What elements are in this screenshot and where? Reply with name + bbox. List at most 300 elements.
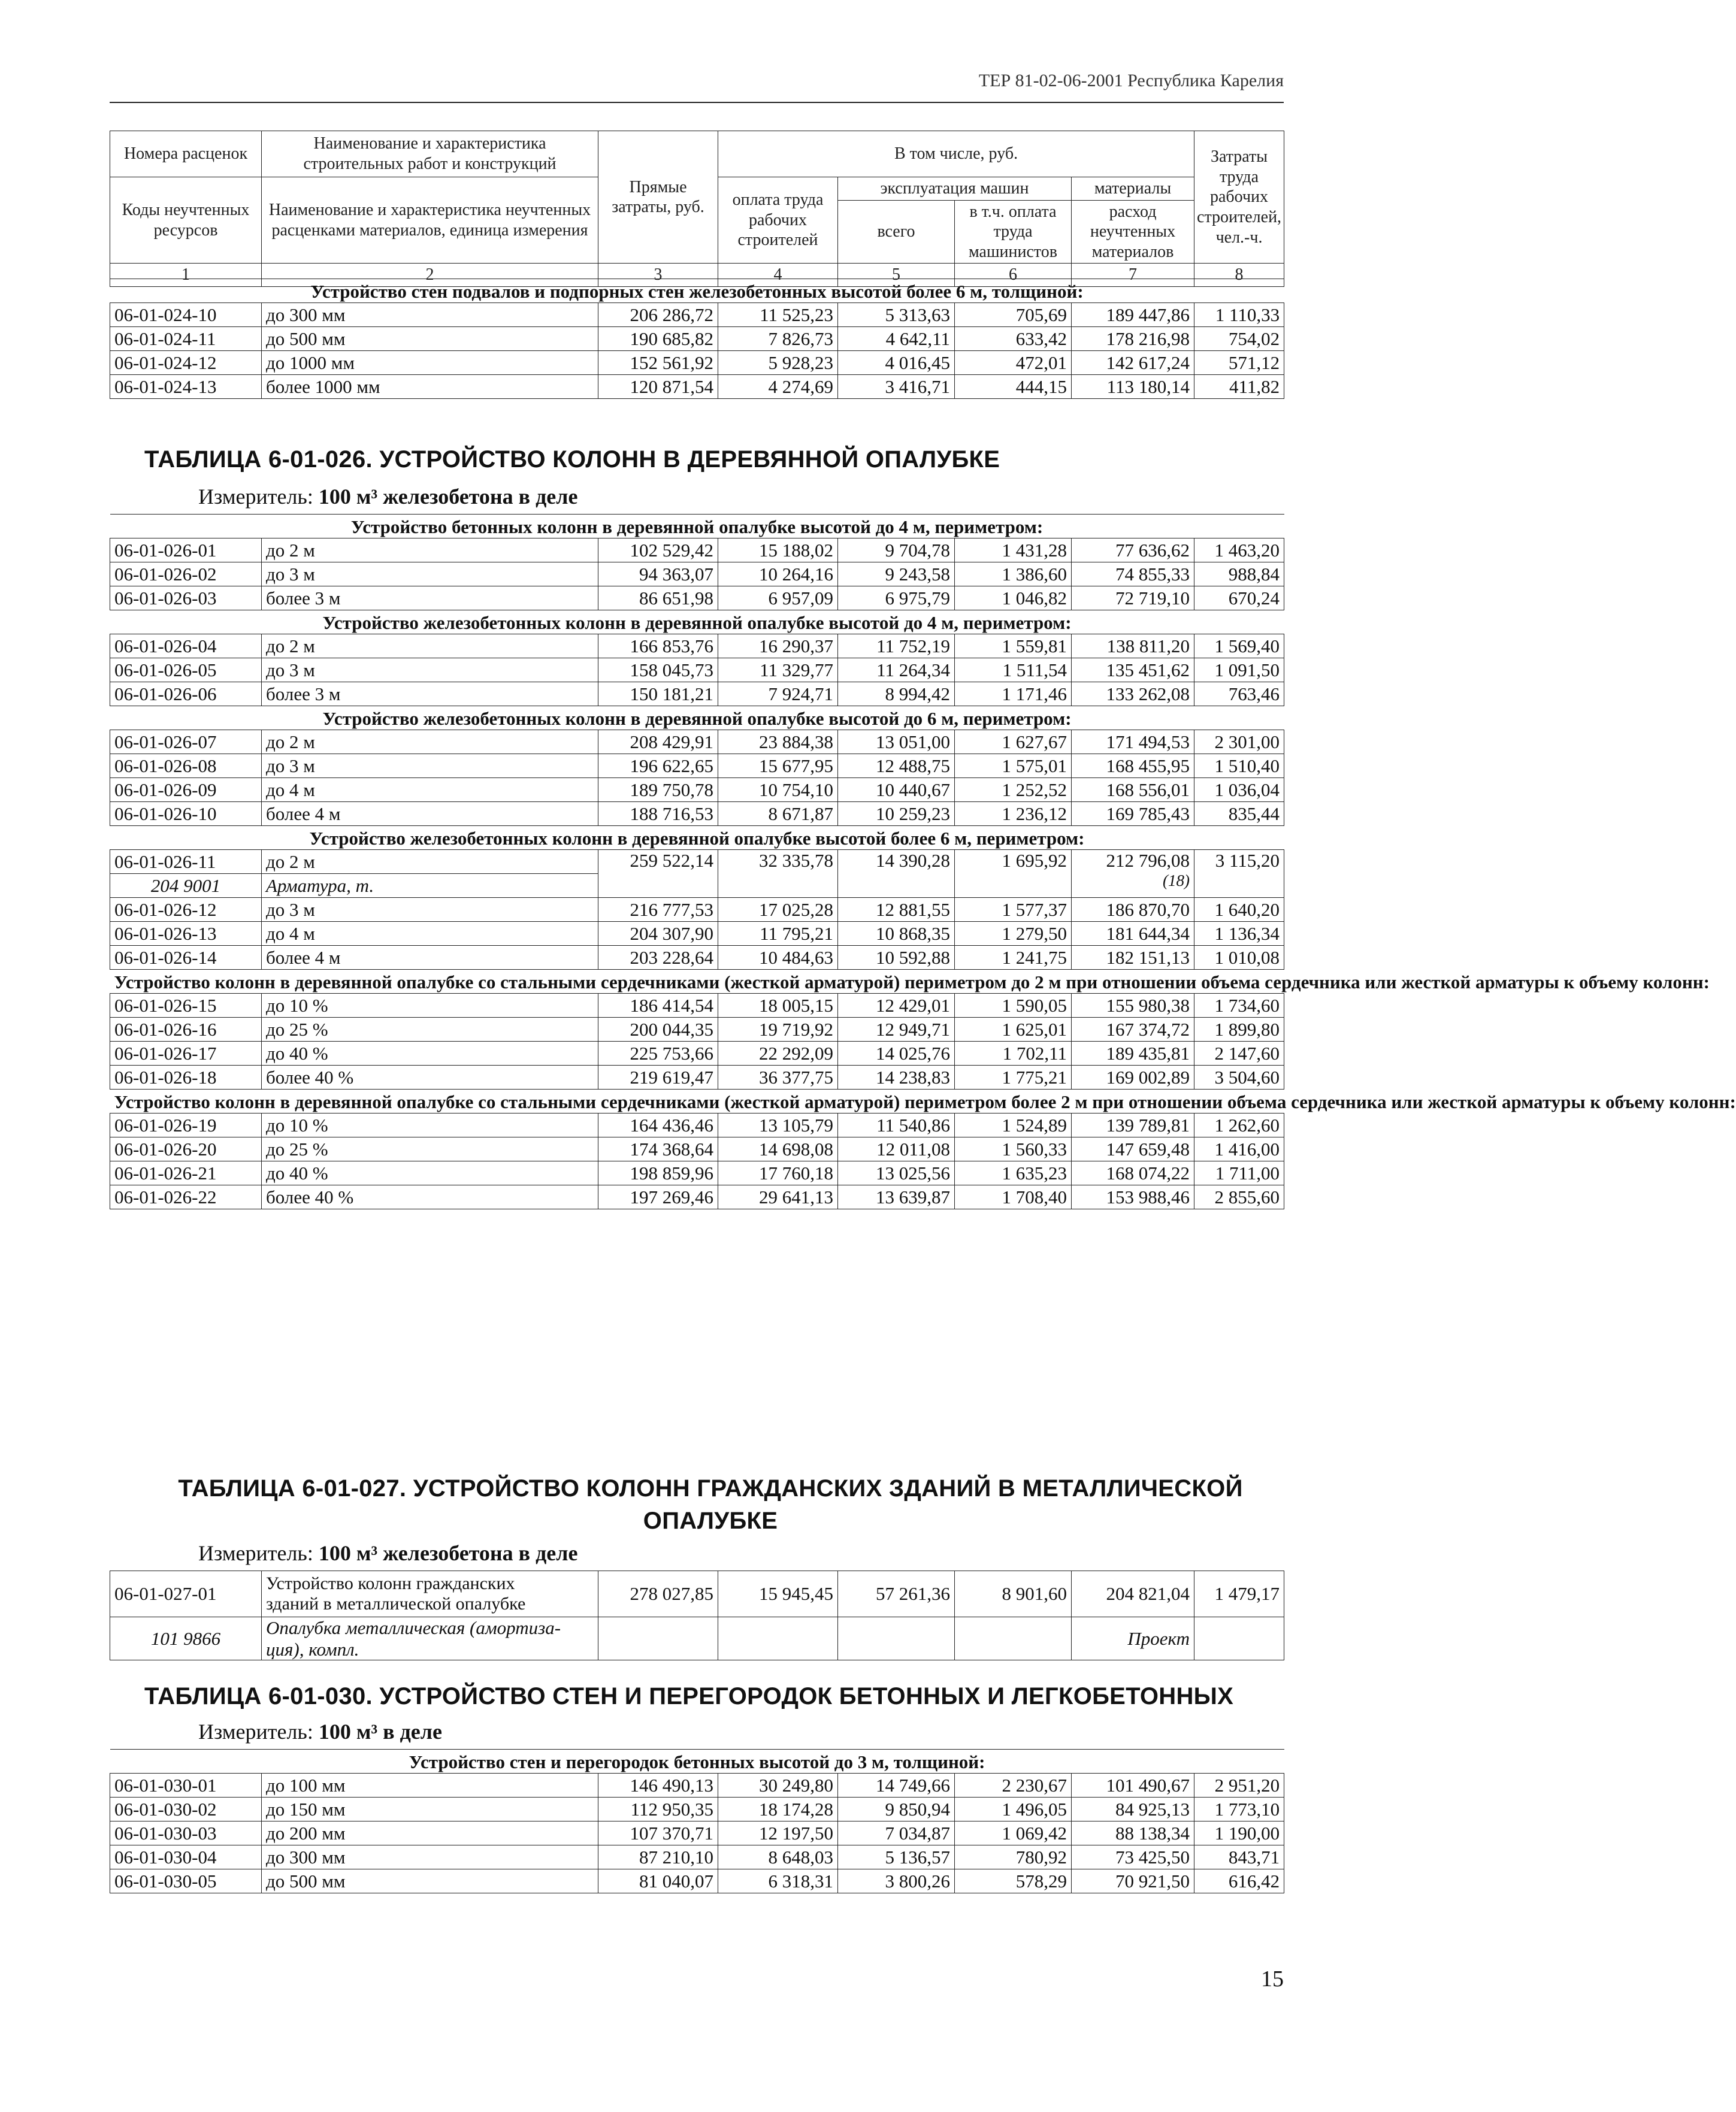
materials: 168 074,22 bbox=[1072, 1161, 1194, 1185]
machines-total: 10 259,23 bbox=[838, 802, 955, 826]
materials: 70 921,50 bbox=[1072, 1869, 1194, 1893]
direct-costs: 112 950,35 bbox=[598, 1798, 718, 1821]
machines-total: 13 639,87 bbox=[838, 1185, 955, 1209]
direct-costs: 198 859,96 bbox=[598, 1161, 718, 1185]
resource-name: Арматура, т. bbox=[262, 874, 598, 898]
operator-pay: 1 559,81 bbox=[955, 634, 1072, 658]
worker-pay: 11 795,21 bbox=[718, 922, 838, 946]
worker-pay: 19 719,92 bbox=[718, 1018, 838, 1042]
labor-hours: 1 110,33 bbox=[1194, 303, 1284, 327]
worker-pay: 10 484,63 bbox=[718, 946, 838, 970]
operator-pay: 1 069,42 bbox=[955, 1821, 1072, 1845]
section-heading: Устройство колонн в деревянной опалубке со стальными сердечниками (жесткой арматурой) периметром до 2 м при отношении объема сердечника или жесткой арматуры к объему колонн: bbox=[110, 970, 1284, 994]
work-name: более 1000 мм bbox=[262, 375, 598, 399]
rate-code: 06-01-026-20 bbox=[110, 1137, 262, 1161]
work-name: до 3 м bbox=[262, 562, 598, 586]
rate-code: 06-01-026-09 bbox=[110, 778, 262, 802]
labor-hours: 1 734,60 bbox=[1194, 994, 1284, 1018]
rate-code: 06-01-026-14 bbox=[110, 946, 262, 970]
materials: 168 556,01 bbox=[1072, 778, 1194, 802]
machines-total: 8 994,42 bbox=[838, 682, 955, 706]
table-027-title: ТАБЛИЦА 6-01-027. УСТРОЙСТВО КОЛОНН ГРАЖДАНСКИХ ЗДАНИЙ В МЕТАЛЛИЧЕСКОЙ ОПАЛУБКЕ bbox=[178, 1475, 1243, 1534]
rate-code: 06-01-030-01 bbox=[110, 1774, 262, 1798]
worker-pay: 17 760,18 bbox=[718, 1161, 838, 1185]
materials: 113 180,14 bbox=[1072, 375, 1194, 399]
materials: 155 980,38 bbox=[1072, 994, 1194, 1018]
worker-pay: 14 698,08 bbox=[718, 1137, 838, 1161]
table-row bbox=[110, 375, 1284, 399]
worker-pay: 4 274,69 bbox=[718, 375, 838, 399]
worker-pay: 15 188,02 bbox=[718, 538, 838, 562]
table-row bbox=[110, 1185, 1284, 1209]
direct-costs: 219 619,47 bbox=[598, 1066, 718, 1090]
rate-code: 06-01-026-07 bbox=[110, 730, 262, 754]
operator-pay: 1 524,89 bbox=[955, 1114, 1072, 1137]
work-name: до 40 % bbox=[262, 1042, 598, 1066]
work-name: до 200 мм bbox=[262, 1821, 598, 1845]
work-name: Устройство колонн гражданских зданий в металлической опалубке bbox=[262, 1571, 598, 1617]
section-heading-row bbox=[110, 515, 1284, 538]
work-name: до 1000 мм bbox=[262, 351, 598, 375]
direct-costs: 81 040,07 bbox=[598, 1869, 718, 1893]
materials: 84 925,13 bbox=[1072, 1798, 1194, 1821]
machines-total: 12 949,71 bbox=[838, 1018, 955, 1042]
section-heading: Устройство железобетонных колонн в деревянной опалубке высотой до 4 м, периметром: bbox=[110, 610, 1284, 634]
direct-costs: 150 181,21 bbox=[598, 682, 718, 706]
document-header: ТЕР 81-02-06-2001 Республика Карелия bbox=[978, 71, 1284, 90]
materials: 171 494,53 bbox=[1072, 730, 1194, 754]
labor-hours: 1 036,04 bbox=[1194, 778, 1284, 802]
machines-total: 13 051,00 bbox=[838, 730, 955, 754]
header-rule bbox=[110, 102, 1284, 103]
table-row bbox=[110, 634, 1284, 658]
materials: 72 719,10 bbox=[1072, 586, 1194, 610]
section-heading: Устройство стен подвалов и подпорных стен железобетонных высотой более 6 м, толщиной: bbox=[110, 279, 1284, 303]
table-row bbox=[110, 351, 1284, 375]
materials: 74 855,33 bbox=[1072, 562, 1194, 586]
work-name: до 40 % bbox=[262, 1161, 598, 1185]
worker-pay: 22 292,09 bbox=[718, 1042, 838, 1066]
direct-costs: 166 853,76 bbox=[598, 634, 718, 658]
work-name: до 500 мм bbox=[262, 1869, 598, 1893]
col-header-work-name: Наименование и характеристика строительных работ и конструкций bbox=[262, 131, 598, 177]
worker-pay: 18 174,28 bbox=[718, 1798, 838, 1821]
col-header-material-name: Наименование и характеристика неучтенных расценками материалов, единица измерения bbox=[262, 177, 598, 264]
worker-pay: 23 884,38 bbox=[718, 730, 838, 754]
table-row bbox=[110, 898, 1284, 922]
materials: 168 455,95 bbox=[1072, 754, 1194, 778]
worker-pay: 11 525,23 bbox=[718, 303, 838, 327]
rate-code: 06-01-027-01 bbox=[110, 1571, 262, 1617]
operator-pay: 1 511,54 bbox=[955, 658, 1072, 682]
direct-costs: 174 368,64 bbox=[598, 1137, 718, 1161]
work-name: до 10 % bbox=[262, 1114, 598, 1137]
worker-pay: 15 945,45 bbox=[718, 1571, 838, 1617]
rate-code: 06-01-026-15 bbox=[110, 994, 262, 1018]
direct-costs: 102 529,42 bbox=[598, 538, 718, 562]
operator-pay: 8 901,60 bbox=[955, 1571, 1072, 1617]
materials: 186 870,70 bbox=[1072, 898, 1194, 922]
worker-pay: 6 957,09 bbox=[718, 586, 838, 610]
rate-code: 06-01-026-02 bbox=[110, 562, 262, 586]
direct-costs: 196 622,65 bbox=[598, 754, 718, 778]
operator-pay: 1 702,11 bbox=[955, 1042, 1072, 1066]
operator-pay: 1 496,05 bbox=[955, 1798, 1072, 1821]
direct-costs: 259 522,14 bbox=[598, 850, 718, 898]
materials: 133 262,08 bbox=[1072, 682, 1194, 706]
column-header-table bbox=[110, 131, 1284, 287]
rate-code: 06-01-024-13 bbox=[110, 375, 262, 399]
worker-pay: 36 377,75 bbox=[718, 1066, 838, 1090]
worker-pay: 8 648,03 bbox=[718, 1845, 838, 1869]
machines-total: 9 704,78 bbox=[838, 538, 955, 562]
table-026 bbox=[110, 514, 1736, 1209]
machines-total: 57 261,36 bbox=[838, 1571, 955, 1617]
direct-costs: 164 436,46 bbox=[598, 1114, 718, 1137]
operator-pay: 1 625,01 bbox=[955, 1018, 1072, 1042]
table-027 bbox=[110, 1571, 1284, 1660]
direct-costs: 216 777,53 bbox=[598, 898, 718, 922]
worker-pay: 7 826,73 bbox=[718, 327, 838, 351]
table-row bbox=[110, 946, 1284, 970]
machines-total: 10 868,35 bbox=[838, 922, 955, 946]
labor-hours: 835,44 bbox=[1194, 802, 1284, 826]
rate-code: 06-01-026-16 bbox=[110, 1018, 262, 1042]
direct-costs: 197 269,46 bbox=[598, 1185, 718, 1209]
work-name: более 40 % bbox=[262, 1066, 598, 1090]
machines-total: 11 752,19 bbox=[838, 634, 955, 658]
machines-total: 13 025,56 bbox=[838, 1161, 955, 1185]
work-name: более 40 % bbox=[262, 1185, 598, 1209]
direct-costs: 152 561,92 bbox=[598, 351, 718, 375]
labor-hours: 754,02 bbox=[1194, 327, 1284, 351]
operator-pay: 2 230,67 bbox=[955, 1774, 1072, 1798]
machines-total: 14 025,76 bbox=[838, 1042, 955, 1066]
table-row bbox=[110, 1845, 1284, 1869]
col-header-materials-group: материалы bbox=[1072, 177, 1194, 201]
section-heading-row bbox=[110, 610, 1284, 634]
col-number-8: 8 bbox=[1194, 264, 1284, 287]
materials: 135 451,62 bbox=[1072, 658, 1194, 682]
operator-pay: 1 775,21 bbox=[955, 1066, 1072, 1090]
machines-total: 4 642,11 bbox=[838, 327, 955, 351]
labor-hours: 3 115,20 bbox=[1194, 850, 1284, 898]
operator-pay: 1 708,40 bbox=[955, 1185, 1072, 1209]
operator-pay: 1 627,67 bbox=[955, 730, 1072, 754]
rate-code: 06-01-026-18 bbox=[110, 1066, 262, 1090]
table-row bbox=[110, 682, 1284, 706]
col-header-including-group: В том числе, руб. bbox=[718, 131, 1194, 177]
direct-costs: 158 045,73 bbox=[598, 658, 718, 682]
table-row bbox=[110, 1161, 1284, 1185]
machines-total: 4 016,45 bbox=[838, 351, 955, 375]
direct-costs: 206 286,72 bbox=[598, 303, 718, 327]
materials: 147 659,48 bbox=[1072, 1137, 1194, 1161]
rate-code: 06-01-030-03 bbox=[110, 1821, 262, 1845]
table-row bbox=[110, 850, 1284, 874]
resource-qty: (18) bbox=[1163, 871, 1190, 889]
resource-row bbox=[110, 1617, 1284, 1660]
work-name: более 3 м bbox=[262, 586, 598, 610]
table-row bbox=[110, 562, 1284, 586]
operator-pay: 1 575,01 bbox=[955, 754, 1072, 778]
rate-code: 06-01-024-10 bbox=[110, 303, 262, 327]
labor-hours: 1 773,10 bbox=[1194, 1798, 1284, 1821]
work-name: до 2 м bbox=[262, 730, 598, 754]
machines-total: 3 800,26 bbox=[838, 1869, 955, 1893]
work-name: более 3 м bbox=[262, 682, 598, 706]
labor-hours: 2 147,60 bbox=[1194, 1042, 1284, 1066]
labor-hours: 1 640,20 bbox=[1194, 898, 1284, 922]
materials: 77 636,62 bbox=[1072, 538, 1194, 562]
section-heading: Устройство железобетонных колонн в деревянной опалубке высотой до 6 м, периметром: bbox=[110, 706, 1284, 730]
worker-pay: 30 249,80 bbox=[718, 1774, 838, 1798]
section-heading-row bbox=[110, 706, 1284, 730]
table-row bbox=[110, 658, 1284, 682]
direct-costs: 225 753,66 bbox=[598, 1042, 718, 1066]
rate-code: 06-01-026-13 bbox=[110, 922, 262, 946]
operator-pay: 1 279,50 bbox=[955, 922, 1072, 946]
worker-pay: 12 197,50 bbox=[718, 1821, 838, 1845]
rate-code: 06-01-026-21 bbox=[110, 1161, 262, 1185]
table-row bbox=[110, 1869, 1284, 1893]
direct-costs: 200 044,35 bbox=[598, 1018, 718, 1042]
labor-hours: 1 190,00 bbox=[1194, 1821, 1284, 1845]
operator-pay: 1 431,28 bbox=[955, 538, 1072, 562]
direct-costs: 94 363,07 bbox=[598, 562, 718, 586]
work-name: более 4 м bbox=[262, 802, 598, 826]
labor-hours: 1 463,20 bbox=[1194, 538, 1284, 562]
labor-hours: 1 416,00 bbox=[1194, 1137, 1284, 1161]
rate-code: 06-01-026-12 bbox=[110, 898, 262, 922]
rate-code: 06-01-026-03 bbox=[110, 586, 262, 610]
labor-hours: 1 711,00 bbox=[1194, 1161, 1284, 1185]
work-name: более 4 м bbox=[262, 946, 598, 970]
work-name: до 3 м bbox=[262, 658, 598, 682]
machines-total: 9 850,94 bbox=[838, 1798, 955, 1821]
work-name: до 25 % bbox=[262, 1018, 598, 1042]
machines-total: 11 540,86 bbox=[838, 1114, 955, 1137]
materials: 169 002,89 bbox=[1072, 1066, 1194, 1090]
materials: 212 796,08 (18) bbox=[1072, 850, 1194, 898]
machines-total: 6 975,79 bbox=[838, 586, 955, 610]
materials: 153 988,46 bbox=[1072, 1185, 1194, 1209]
materials: 138 811,20 bbox=[1072, 634, 1194, 658]
worker-pay: 16 290,37 bbox=[718, 634, 838, 658]
labor-hours: 988,84 bbox=[1194, 562, 1284, 586]
table-row bbox=[110, 303, 1284, 327]
work-name: до 300 мм bbox=[262, 1845, 598, 1869]
rate-code: 06-01-026-17 bbox=[110, 1042, 262, 1066]
rate-code: 06-01-026-06 bbox=[110, 682, 262, 706]
col-header-machines-group: эксплуатация машин bbox=[838, 177, 1072, 201]
materials: 204 821,04 bbox=[1072, 1571, 1194, 1617]
materials: 88 138,34 bbox=[1072, 1821, 1194, 1845]
col-header-machines-total: всего bbox=[838, 200, 955, 264]
materials: 189 435,81 bbox=[1072, 1042, 1194, 1066]
materials: 189 447,86 bbox=[1072, 303, 1194, 327]
table-row bbox=[110, 1137, 1284, 1161]
materials: 73 425,50 bbox=[1072, 1845, 1194, 1869]
direct-costs: 87 210,10 bbox=[598, 1845, 718, 1869]
worker-pay: 32 335,78 bbox=[718, 850, 838, 898]
rate-code: 06-01-030-04 bbox=[110, 1845, 262, 1869]
operator-pay: 1 635,23 bbox=[955, 1161, 1072, 1185]
operator-pay: 1 590,05 bbox=[955, 994, 1072, 1018]
direct-costs: 188 716,53 bbox=[598, 802, 718, 826]
section-heading-row bbox=[110, 970, 1284, 994]
worker-pay: 7 924,71 bbox=[718, 682, 838, 706]
materials: 181 644,34 bbox=[1072, 922, 1194, 946]
table-026-measure: Измеритель: 100 м³ железобетона в деле bbox=[198, 485, 578, 509]
table-row bbox=[110, 922, 1284, 946]
worker-pay: 6 318,31 bbox=[718, 1869, 838, 1893]
labor-hours: 1 091,50 bbox=[1194, 658, 1284, 682]
worker-pay: 8 671,87 bbox=[718, 802, 838, 826]
col-header-direct-costs: Прямые затраты, руб. bbox=[598, 131, 718, 264]
labor-hours: 670,24 bbox=[1194, 586, 1284, 610]
operator-pay: 633,42 bbox=[955, 327, 1072, 351]
section-heading-row bbox=[110, 1090, 1284, 1114]
table-row bbox=[110, 1571, 1284, 1617]
labor-hours: 3 504,60 bbox=[1194, 1066, 1284, 1090]
materials: 169 785,43 bbox=[1072, 802, 1194, 826]
labor-hours: 1 569,40 bbox=[1194, 634, 1284, 658]
section-heading-row bbox=[110, 826, 1284, 850]
direct-costs: 278 027,85 bbox=[598, 1571, 718, 1617]
col-number-6: 6 bbox=[955, 264, 1072, 287]
table-row bbox=[110, 1114, 1284, 1137]
direct-costs: 203 228,64 bbox=[598, 946, 718, 970]
section-heading: Устройство железобетонных колонн в деревянной опалубке высотой более 6 м, периметром: bbox=[110, 826, 1284, 850]
table-row bbox=[110, 1042, 1284, 1066]
rate-code: 06-01-026-01 bbox=[110, 538, 262, 562]
table-027-measure: Измеритель: 100 м³ железобетона в деле bbox=[198, 1541, 578, 1565]
machines-total: 11 264,34 bbox=[838, 658, 955, 682]
operator-pay: 1 236,12 bbox=[955, 802, 1072, 826]
work-name: до 100 мм bbox=[262, 1774, 598, 1798]
table-row bbox=[110, 1798, 1284, 1821]
resource-code: 204 9001 bbox=[110, 874, 262, 898]
col-header-operator-pay: в т.ч. оплата труда машинистов bbox=[955, 200, 1072, 264]
resource-name: Опалубка металлическая (амортиза- ция), компл. bbox=[262, 1617, 598, 1660]
section-heading-row bbox=[110, 279, 1284, 303]
labor-hours: 1 510,40 bbox=[1194, 754, 1284, 778]
table-row bbox=[110, 994, 1284, 1018]
direct-costs: 208 429,91 bbox=[598, 730, 718, 754]
col-header-rate-number: Номера расценок bbox=[110, 131, 262, 177]
resource-qty: Проект bbox=[1072, 1617, 1194, 1660]
labor-hours: 1 010,08 bbox=[1194, 946, 1284, 970]
labor-hours: 1 899,80 bbox=[1194, 1018, 1284, 1042]
labor-hours: 1 136,34 bbox=[1194, 922, 1284, 946]
col-number-7: 7 bbox=[1072, 264, 1194, 287]
section-heading: Устройство бетонных колонн в деревянной опалубке высотой до 4 м, периметром: bbox=[110, 515, 1284, 538]
col-header-materials-consumption: расход неучтенных материалов bbox=[1072, 200, 1194, 264]
operator-pay: 472,01 bbox=[955, 351, 1072, 375]
labor-hours: 1 262,60 bbox=[1194, 1114, 1284, 1137]
worker-pay: 18 005,15 bbox=[718, 994, 838, 1018]
operator-pay: 578,29 bbox=[955, 1869, 1072, 1893]
operator-pay: 1 252,52 bbox=[955, 778, 1072, 802]
operator-pay: 1 046,82 bbox=[955, 586, 1072, 610]
work-name: до 10 % bbox=[262, 994, 598, 1018]
operator-pay: 1 241,75 bbox=[955, 946, 1072, 970]
col-number-3: 3 bbox=[598, 264, 718, 287]
machines-total: 5 136,57 bbox=[838, 1845, 955, 1869]
page-number: 15 bbox=[1261, 1966, 1284, 1992]
machines-total: 7 034,87 bbox=[838, 1821, 955, 1845]
col-number-5: 5 bbox=[838, 264, 955, 287]
work-name: до 25 % bbox=[262, 1137, 598, 1161]
labor-hours: 571,12 bbox=[1194, 351, 1284, 375]
work-name: до 2 м bbox=[262, 538, 598, 562]
table-row bbox=[110, 1774, 1284, 1798]
col-number-2: 2 bbox=[262, 264, 598, 287]
worker-pay: 17 025,28 bbox=[718, 898, 838, 922]
rate-code: 06-01-026-11 bbox=[110, 850, 262, 874]
machines-total: 5 313,63 bbox=[838, 303, 955, 327]
direct-costs: 120 871,54 bbox=[598, 375, 718, 399]
rate-code: 06-01-026-19 bbox=[110, 1114, 262, 1137]
machines-total: 12 429,01 bbox=[838, 994, 955, 1018]
machines-total: 14 238,83 bbox=[838, 1066, 955, 1090]
work-name: до 2 м bbox=[262, 634, 598, 658]
machines-total: 9 243,58 bbox=[838, 562, 955, 586]
table-030-title: ТАБЛИЦА 6-01-030. УСТРОЙСТВО СТЕН И ПЕРЕГОРОДОК БЕТОННЫХ И ЛЕГКОБЕТОННЫХ bbox=[144, 1683, 1234, 1709]
rate-code: 06-01-026-10 bbox=[110, 802, 262, 826]
labor-hours: 411,82 bbox=[1194, 375, 1284, 399]
worker-pay: 13 105,79 bbox=[718, 1114, 838, 1137]
col-header-labor-costs: Затраты труда рабочих строителей, чел.-ч. bbox=[1194, 131, 1284, 264]
col-header-resource-codes: Коды неучтенных ресурсов bbox=[110, 177, 262, 264]
operator-pay: 1 171,46 bbox=[955, 682, 1072, 706]
work-name: до 300 мм bbox=[262, 303, 598, 327]
direct-costs: 186 414,54 bbox=[598, 994, 718, 1018]
machines-total: 12 881,55 bbox=[838, 898, 955, 922]
worker-pay: 15 677,95 bbox=[718, 754, 838, 778]
labor-hours: 2 855,60 bbox=[1194, 1185, 1284, 1209]
machines-total: 12 488,75 bbox=[838, 754, 955, 778]
col-number-1: 1 bbox=[110, 264, 262, 287]
work-name: до 4 м bbox=[262, 922, 598, 946]
operator-pay: 444,15 bbox=[955, 375, 1072, 399]
table-030 bbox=[110, 1749, 1284, 1893]
machines-total: 14 390,28 bbox=[838, 850, 955, 898]
worker-pay: 11 329,77 bbox=[718, 658, 838, 682]
worker-pay: 29 641,13 bbox=[718, 1185, 838, 1209]
work-name: до 4 м bbox=[262, 778, 598, 802]
work-name: до 3 м bbox=[262, 754, 598, 778]
labor-hours: 843,71 bbox=[1194, 1845, 1284, 1869]
labor-hours: 616,42 bbox=[1194, 1869, 1284, 1893]
materials: 142 617,24 bbox=[1072, 351, 1194, 375]
table-row bbox=[110, 538, 1284, 562]
machines-total: 14 749,66 bbox=[838, 1774, 955, 1798]
materials: 139 789,81 bbox=[1072, 1114, 1194, 1137]
worker-pay: 5 928,23 bbox=[718, 351, 838, 375]
rate-code: 06-01-026-04 bbox=[110, 634, 262, 658]
table-row bbox=[110, 778, 1284, 802]
direct-costs: 204 307,90 bbox=[598, 922, 718, 946]
rate-code: 06-01-024-11 bbox=[110, 327, 262, 351]
table-row bbox=[110, 754, 1284, 778]
operator-pay: 780,92 bbox=[955, 1845, 1072, 1869]
materials: 182 151,13 bbox=[1072, 946, 1194, 970]
section-heading: Устройство колонн в деревянной опалубке со стальными сердечниками (жесткой арматурой) периметром более 2 м при отношении объема сердечника или жесткой арматуры к объему колонн: bbox=[110, 1090, 1284, 1114]
labor-hours: 1 479,17 bbox=[1194, 1571, 1284, 1617]
rate-code: 06-01-026-05 bbox=[110, 658, 262, 682]
